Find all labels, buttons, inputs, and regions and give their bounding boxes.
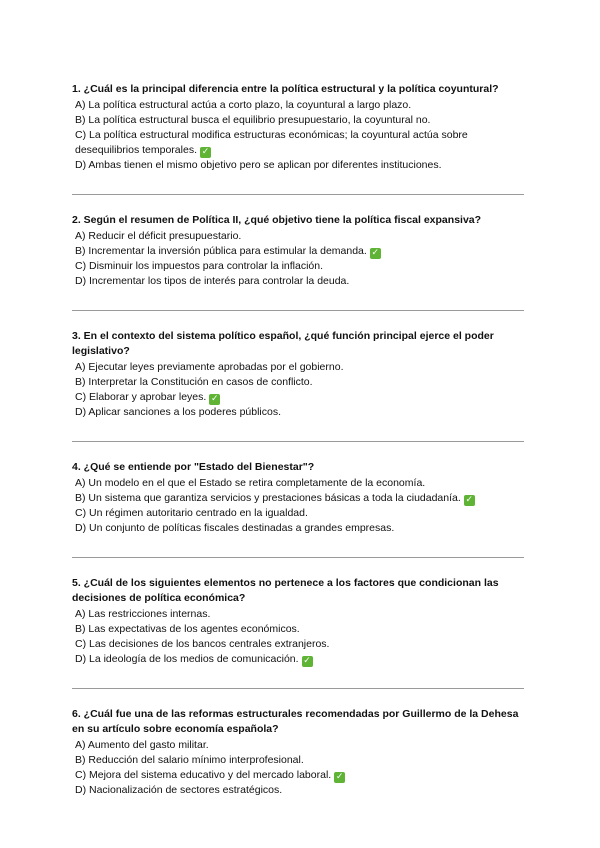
option-b: B) La política estructural busca el equilibrio presupuestario, la coyuntural no.: [75, 114, 431, 126]
option-b: B) Incrementar la inversión pública para estimular la demanda. ✓: [75, 245, 380, 258]
divider: [72, 194, 524, 195]
check-mark-icon: ✓: [335, 772, 344, 782]
divider: [72, 557, 524, 558]
question-title: 5. ¿Cuál de los siguientes elementos no pertenece a los factores que condicionan las decisiones de política económica?: [72, 577, 499, 604]
option-b: B) Reducción del salario mínimo interprofesional.: [75, 754, 304, 766]
check-mark-icon: ✓: [465, 495, 474, 505]
question-2: [72, 213, 530, 289]
question-title: 2. Según el resumen de Política II, ¿qué objetivo tiene la política fiscal expansiva?: [72, 214, 482, 226]
divider: [72, 441, 524, 442]
option-c: C) Mejora del sistema educativo y del mercado laboral. ✓: [75, 769, 344, 782]
question-5: [72, 576, 530, 667]
option-a: A) La política estructural actúa a corto plazo, la coyuntural a largo plazo.: [75, 99, 412, 111]
check-mark-icon: ✓: [371, 248, 380, 258]
option-a: A) Las restricciones internas.: [75, 608, 211, 620]
option-d: D) Nacionalización de sectores estratégicos.: [75, 784, 283, 796]
check-mark-icon: ✓: [303, 656, 311, 666]
question-title: 3. En el contexto del sistema político español, ¿qué función principal ejerce el poder legislativo?: [72, 330, 494, 357]
divider: [72, 310, 524, 311]
divider: [72, 688, 524, 689]
option-a: A) Ejecutar leyes previamente aprobadas por el gobierno.: [75, 361, 344, 373]
option-c: C) Disminuir los impuestos para controlar la inflación.: [75, 260, 324, 272]
option-a: A) Un modelo en el que el Estado se retira completamente de la economía.: [75, 477, 426, 489]
option-b: B) Las expectativas de los agentes económicos.: [75, 623, 300, 635]
option-d: D) La ideología de los medios de comunicación. ✓: [75, 653, 311, 666]
check-mark-icon: ✓: [211, 394, 219, 404]
quiz-document: [72, 82, 530, 798]
check-mark-icon: ✓: [201, 147, 210, 157]
option-d: D) Incrementar los tipos de interés para controlar la deuda.: [75, 275, 350, 287]
option-d: D) Ambas tienen el mismo objetivo pero se aplican por diferentes instituciones.: [75, 159, 442, 171]
option-c: C) La política estructural modifica estructuras económicas; la coyuntural actúa sobre desequilibrios temporales. ✓: [75, 129, 468, 157]
question-1: [72, 82, 530, 173]
option-c: C) Elaborar y aprobar leyes. ✓: [75, 391, 219, 404]
question-title: 1. ¿Cuál es la principal diferencia entre la política estructural y la política coyuntural?: [72, 83, 499, 95]
option-a: A) Reducir el déficit presupuestario.: [75, 230, 242, 242]
option-c: C) Las decisiones de los bancos centrales extranjeros.: [75, 638, 330, 650]
option-d: D) Un conjunto de políticas fiscales destinadas a grandes empresas.: [75, 522, 395, 534]
question-3: [72, 329, 530, 420]
question-title: 4. ¿Qué se entiende por "Estado del Bienestar"?: [72, 461, 315, 473]
question-6: [72, 707, 530, 798]
option-a: A) Aumento del gasto militar.: [75, 739, 209, 751]
option-b: B) Un sistema que garantiza servicios y prestaciones básicas a toda la ciudadanía. ✓: [75, 492, 474, 505]
option-c: C) Un régimen autoritario centrado en la igualdad.: [75, 507, 308, 519]
question-title: 6. ¿Cuál fue una de las reformas estructurales recomendadas por Guillermo de la Dehesa en su artículo sobre economía española?: [72, 708, 519, 735]
question-4: [72, 460, 530, 536]
option-b: B) Interpretar la Constitución en casos de conflicto.: [75, 376, 313, 388]
option-d: D) Aplicar sanciones a los poderes públicos.: [75, 406, 282, 418]
